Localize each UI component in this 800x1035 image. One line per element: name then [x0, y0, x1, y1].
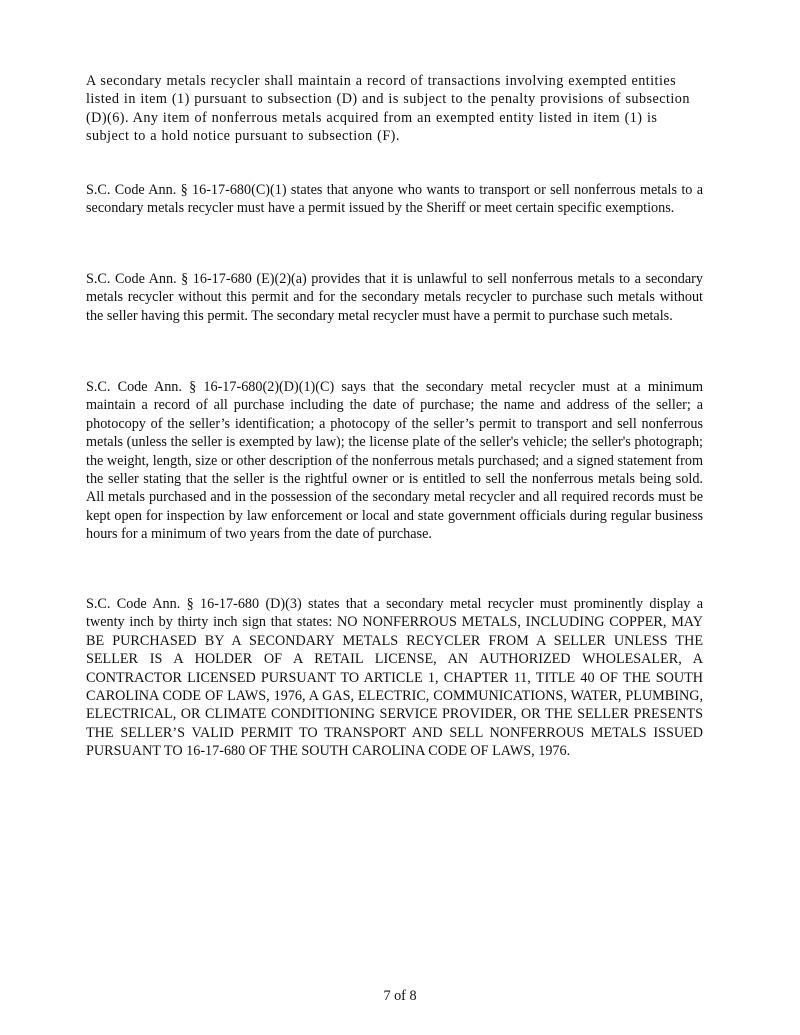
paragraph-sign-display: S.C. Code Ann. § 16-17-680 (D)(3) states that a secondary metal recycler must prominently display a twenty inch by thirty inch sign that states: NO NONFERROUS METALS, INCLUDING COPPER, MAY BE PURCHASED BY A SECONDARY METALS RECYCLER FROM A SELLER UNLESS THE SELLER IS A HOLDER OF A RETAIL LICENSE, AN AUTHORIZED WHOLESALER, A CONTRACTOR LICENSED PURSUANT TO ARTICLE 1, CHAPTER 11, TITLE 40 OF THE SOUTH CAROLINA CODE OF LAWS, 1976, A GAS, ELECTRIC, COMMUNICATIONS, WATER, PLUMBING, ELECTRICAL, OR CLIMATE CONDITIONING SERVICE PROVIDER, OR THE SELLER PRESENTS THE SELLER’S VALID PERMIT TO TRANSPORT AND SELL NONFERROUS METALS ISSUED PURSUANT TO 16-17-680 OF THE SOUTH CAROLINA CODE OF LAWS, 1976. — [86, 596, 703, 760]
page-number: 7 of 8 — [383, 988, 417, 1004]
paragraph-permit-requirement: S.C. Code Ann. § 16-17-680(C)(1) states that anyone who wants to transport or sell nonferrous metals to a secondary metals recycler must have a permit issued by the Sheriff or meet certain specific exemptions. — [86, 182, 703, 217]
paragraph-exempted-entities-record: A secondary metals recycler shall maintain a record of transactions involving exempted entities listed in item (1) pursuant to subsection (D) and is subject to the penalty provisions of subsection (D)(6). Any item of nonferrous metals acquired from an exempted entity listed in item (1) is subject to a hold notice pursuant to subsection (F). — [86, 73, 690, 145]
paragraph-purchase-records: S.C. Code Ann. § 16-17-680(2)(D)(1)(C) says that the secondary metal recycler must at a minimum maintain a record of all purchase including the date of purchase; the name and address of the seller; a photocopy of the seller’s identification; a photocopy of the seller’s permit to transport and sell nonferrous metals (unless the seller is exempted by law); the license plate of the seller's vehicle; the seller's photograph; the weight, length, size or other description of the nonferrous metals purchased; and a signed statement from the seller stating that the seller is the rightful owner or is entitled to sell the nonferrous metals being sold. All metals purchased and in the possession of the secondary metal recycler and all required records must be kept open for inspection by law enforcement or local and state government officials during regular business hours for a minimum of two years from the date of purchase. — [86, 379, 703, 543]
paragraph-unlawful-sale: S.C. Code Ann. § 16-17-680 (E)(2)(a) provides that it is unlawful to sell nonferrous metals to a secondary metals recycler without this permit and for the secondary metals recycler to purchase such metals without the seller having this permit. The secondary metal recycler must have a permit to purchase such metals. — [86, 271, 703, 324]
